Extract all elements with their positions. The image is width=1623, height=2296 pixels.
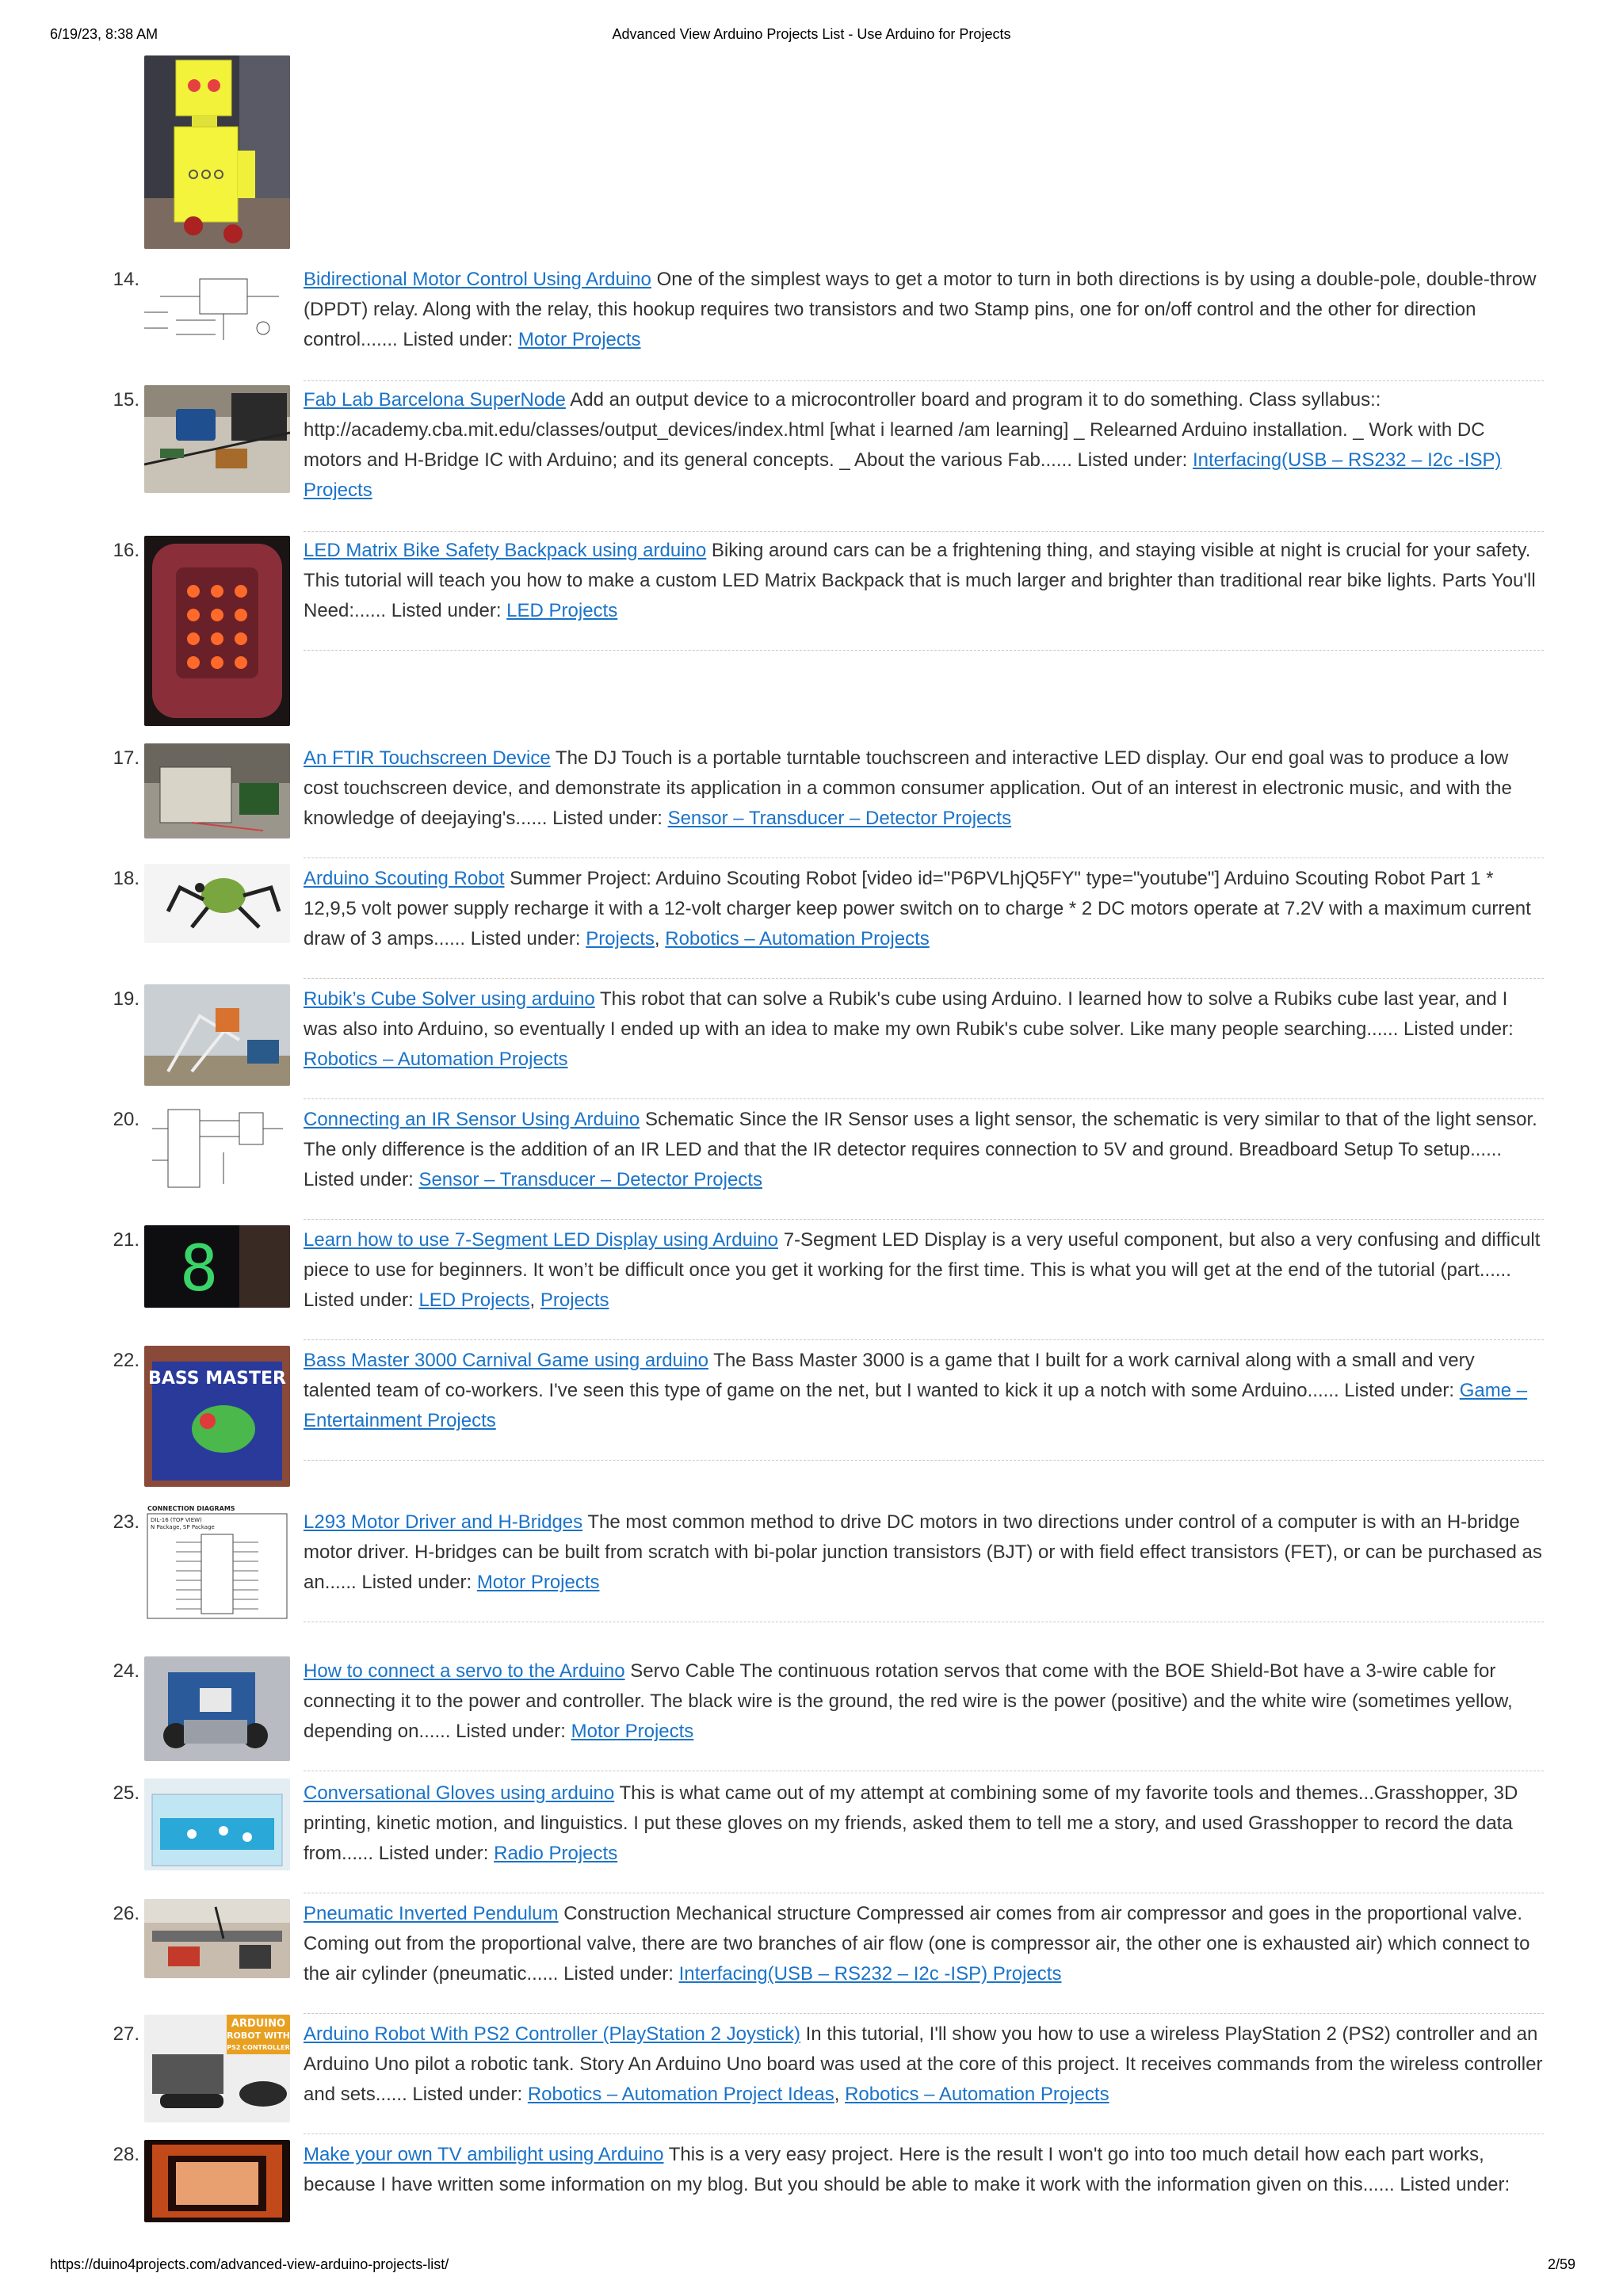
item-number: 18. (113, 868, 139, 889)
item-title-link[interactable]: An FTIR Touchscreen Device (304, 747, 551, 769)
item-title-link[interactable]: Arduino Robot With PS2 Controller (PlayStation 2 Joystick) (304, 2023, 800, 2045)
item-title-link[interactable]: Bidirectional Motor Control Using Arduino (304, 269, 651, 290)
item-description: 7-Segment LED Display is a very useful component, but also a very confusing and difficult piece to use for beginners. It won’t be difficult once you get it working for the first time. This is what you will get at the end of the tutorial (part...... (304, 1229, 1541, 1281)
item-number: 23. (113, 1511, 139, 1533)
seven-segment-digit: 8 (180, 1232, 219, 1305)
item-number: 19. (113, 988, 139, 1010)
category-link[interactable]: Game – Entertainment Projects (304, 1380, 1528, 1431)
item-text: Arduino Robot With PS2 Controller (PlayStation 2 Joystick) In this tutorial, I'll show you how to use a wireless PlayStation 2 (PS2) controller and an Arduino Uno pilot a robotic tank. Story An Arduino Uno board was used at the core of this project. It receives commands from the wireless controller and sets...... Listed under: Robotics – Automation Project Ideas, Robotics – Automation Projects (304, 2023, 1543, 2105)
category-link[interactable]: Motor Projects (476, 1572, 600, 1593)
listed-under-label: Listed under: (552, 808, 663, 829)
item-text (304, 984, 1544, 1075)
separator (304, 1098, 1544, 1099)
item-title-link[interactable]: Bass Master 3000 Carnival Game using arduino (304, 1350, 708, 1371)
category-link[interactable]: Sensor – Transducer – Detector Projects (667, 808, 1012, 829)
item-description: This is what came out of my attempt at combining some of my favorite tools and themes...Grasshopper, 3D printing, kinetic motion, and linguistics. I put these gloves on my friends, asked them to tell me a story, and used Grasshopper to record the data from...... (304, 1782, 1518, 1864)
item-description: One of the simplest ways to get a motor to turn in both directions is by using a double-pole, double-throw (DPDT) relay. Along with the relay, this hookup requires two transistors and two Stamp pins, one for on/off control and the other for direction control....... (304, 269, 1537, 350)
item-text (304, 2140, 1544, 2200)
print-url[interactable]: https://duino4projects.com/advanced-view-arduino-projects-list/ (50, 2256, 449, 2272)
print-header (0, 26, 1623, 50)
separator (304, 650, 1544, 651)
item-text (304, 536, 1544, 626)
item-title-link[interactable]: How to connect a servo to the Arduino (304, 1660, 625, 1682)
item-title-link[interactable]: Fab Lab Barcelona SuperNode (304, 389, 566, 411)
item-number: 17. (113, 747, 139, 769)
item-text (304, 1346, 1544, 1436)
listed-under-label: Listed under: (456, 1721, 566, 1742)
item-text (304, 265, 1544, 355)
item-title-link[interactable]: Make your own TV ambilight using Arduino (304, 2144, 664, 2165)
print-title: Advanced View Arduino Projects List - Use Arduino for Projects (612, 26, 1011, 42)
bass-master-thumbnail[interactable] (144, 1346, 290, 1487)
category-link[interactable]: Sensor – Transducer – Detector Projects (418, 1169, 762, 1190)
category-link[interactable]: Interfacing(USB – RS232 – I2c -ISP) Projects (304, 449, 1502, 501)
item-description: This is a very easy project. Here is the result I won't go into too much detail how each part works, because I have written some information on my blog. But you should be able to make it work with the information given on this...... (304, 2144, 1484, 2195)
l293-diagram-title: CONNECTION DIAGRAMS (147, 1505, 235, 1512)
ps2-banner-line-3: PS2 CONTROLLER (227, 2044, 290, 2051)
item-number: 20. (113, 1109, 139, 1130)
item-description: Biking around cars can be a frightening thing, and staying visible at night is crucial for your safety. This tutorial will teach you how to make a custom LED Matrix Backpack that is much larger and brighter than traditional rear bike lights. Parts You'll Need:...... (304, 540, 1536, 621)
listed-under-label: Listed under: (563, 1963, 674, 1985)
bidirectional-motor-thumbnail[interactable] (144, 265, 290, 352)
l293-diagram-subtitle-1: DIL-16 (TOP VIEW) (151, 1517, 202, 1523)
item-text (304, 1899, 1544, 1989)
item-number: 25. (113, 1782, 139, 1804)
category-link[interactable]: Radio Projects (494, 1843, 618, 1864)
item-text (304, 1778, 1544, 1869)
listed-under-label: Listed under: (1403, 1018, 1514, 1040)
item-text (304, 385, 1544, 506)
item-text (304, 743, 1544, 834)
category-link[interactable]: Robotics – Automation Projects (665, 928, 930, 949)
scouting-robot-thumbnail[interactable] (144, 864, 290, 943)
item-title-link[interactable]: Learn how to use 7-Segment LED Display using Arduino (304, 1229, 779, 1251)
listed-under-label: Listed under: (1344, 1380, 1455, 1401)
listed-under-label: Listed under: (403, 329, 514, 350)
l293-diagram-thumbnail[interactable] (144, 1503, 290, 1622)
category-link[interactable]: Interfacing(USB – RS232 – I2c -ISP) Projects (678, 1963, 1062, 1985)
item-description: The most common method to drive DC motors in two directions under control of a computer is with an H-bridge motor driver. H-bridges can be built from scratch with bi-polar junction transistors (BJT) or with field effect transistors (FET), or can be purchased as an...... (304, 1511, 1542, 1593)
item-description: The DJ Touch is a portable turntable touchscreen and interactive LED display. Our end goal was to produce a low cost touchscreen device, and demonstrate its application in a common consumer application. Out of an interest in electronic music, and with the knowledge of deejaying's...... (304, 747, 1512, 829)
item-title-link[interactable]: Connecting an IR Sensor Using Arduino (304, 1109, 640, 1130)
separator (304, 1219, 1544, 1220)
item-number: 21. (113, 1229, 139, 1251)
listed-under-label: Listed under: (378, 1843, 489, 1864)
item-title-link[interactable]: L293 Motor Driver and H-Bridges (304, 1511, 583, 1533)
listed-under-label: Listed under: (304, 1169, 414, 1190)
category-link[interactable]: Motor Projects (571, 1721, 694, 1742)
seven-segment-thumbnail[interactable] (144, 1225, 290, 1308)
category-link[interactable]: LED Projects (506, 600, 618, 621)
rubiks-solver-thumbnail[interactable] (144, 984, 290, 1086)
separator (304, 1339, 1544, 1340)
listed-under-label: Listed under: (1077, 449, 1188, 471)
pneumatic-pendulum-thumbnail[interactable] (144, 1899, 290, 1978)
separator (304, 380, 1544, 381)
item-text: Arduino Scouting Robot Summer Project: Arduino Scouting Robot [video id="P6PVLhjQ5FY" type="youtube"] Arduino Scouting Robot Part 1 * 12,9,5 volt power supply recharge it with a 12-volt charger keep power switch on to charge * 2 DC motors operate at 7.2V with a maximum current draw of 3 amps...... Listed under: Projects, Robotics – Automation Projects (304, 868, 1531, 949)
item-description: Servo Cable The continuous rotation servos that come with the BOE Shield-Bot have a 3-wire cable for connecting it to the power and controller. The black wire is the ground, the red wire is the power (positive) and the white wire (sometimes yellow, depending on...... (304, 1660, 1513, 1742)
category-link[interactable]: Projects (540, 1289, 609, 1311)
separator (304, 1460, 1544, 1461)
listed-under-label: Listed under: (304, 1289, 414, 1311)
item-title-link[interactable]: Pneumatic Inverted Pendulum (304, 1903, 559, 1924)
tv-ambilight-thumbnail[interactable] (144, 2140, 290, 2222)
listed-under-label: Listed under: (361, 1572, 472, 1593)
fab-lab-thumbnail[interactable] (144, 385, 290, 493)
category-link[interactable]: Motor Projects (517, 329, 641, 350)
led-backpack-thumbnail[interactable] (144, 536, 290, 726)
ps2-robot-thumbnail[interactable] (144, 2015, 290, 2122)
item-text (304, 1507, 1544, 1598)
item-text (304, 1656, 1544, 1747)
l293-diagram-subtitle-2: N Package, SP Package (151, 1524, 215, 1530)
item-text (304, 1105, 1544, 1195)
item-text: Learn how to use 7-Segment LED Display using Arduino 7-Segment LED Display is a very useful component, but also a very confusing and difficult piece to use for beginners. It won’t be difficult once you get it working for the first time. This is what you will get at the end of the tutorial (part...... Listed under: LED Projects, Projects (304, 1229, 1541, 1311)
separator (304, 2013, 1544, 2014)
ir-sensor-schematic-thumbnail[interactable] (144, 1105, 290, 1192)
item-title-link[interactable]: Arduino Scouting Robot (304, 868, 505, 889)
separator (304, 978, 1544, 979)
item-description: The Bass Master 3000 is a game that I built for a work carnival along with a small and very talented team of co-workers. I've seen this type of game on the net, but I wanted to kick it up a notch with some Arduino...... (304, 1350, 1475, 1401)
ps2-banner-line-1: ARDUINO (231, 2018, 286, 2030)
print-footer (0, 2256, 1623, 2280)
item-number: 28. (113, 2144, 139, 2165)
item-description: In this tutorial, I'll show you how to use a wireless PlayStation 2 (PS2) controller and an Arduino Uno pilot a robotic tank. Story An Arduino Uno board was used at the core of this project. It receives commands from the wireless controller and sets...... (304, 2023, 1543, 2105)
ps2-banner-line-2: ROBOT WITH (227, 2030, 290, 2041)
category-link[interactable]: Robotics – Automation Project Ideas (527, 2084, 834, 2105)
item-description: Schematic Since the IR Sensor uses a light sensor, the schematic is very similar to that of the light sensor. The only difference is the addition of an IR LED and that the IR detector requires connection to 5V and ground. Breadboard Setup To setup...... (304, 1109, 1537, 1160)
servo-arduino-thumbnail[interactable] (144, 1656, 290, 1761)
item-description: This robot that can solve a Rubik's cube using Arduino. I learned how to solve a Rubiks cube last year, and I was also into Arduino, so eventually I ended up with an idea to make my own Rubik's cube solver. Like many people searching...... (304, 988, 1508, 1040)
item-title-link[interactable]: Conversational Gloves using arduino (304, 1782, 615, 1804)
item-description: Add an output device to a microcontroller board and program it to do something. Class syllabus:: http://academy.cba.mit.edu/classes/output_devices/index.html [what i learned /am learning] _ Relearned Arduino installation. _ Work with DC motors and H-Bridge IC with Arduino; and its general concepts. _ About the various Fab...... (304, 389, 1485, 471)
category-link[interactable]: LED Projects (418, 1289, 530, 1311)
category-link[interactable]: Robotics – Automation Projects (845, 2084, 1109, 2105)
print-datetime: 6/19/23, 8:38 AM (50, 26, 158, 42)
item-description: Summer Project: Arduino Scouting Robot [video id="P6PVLhjQ5FY" type="youtube"] Arduino Scouting Robot Part 1 * 12,9,5 volt power supply recharge it with a 12-volt charger keep power switch on to charge * 2 DC motors operate at 7.2V with a maximum current draw of 3 amps...... (304, 868, 1531, 949)
item-number: 27. (113, 2023, 139, 2045)
item-number: 15. (113, 389, 139, 411)
item-title-link[interactable]: Rubik’s Cube Solver using arduino (304, 988, 595, 1010)
listed-under-label: Listed under: (412, 2084, 523, 2105)
item-number: 26. (113, 1903, 139, 1924)
robot-thumbnail[interactable] (144, 55, 290, 249)
print-page-number: 2/59 (1547, 2256, 1575, 2272)
category-link[interactable]: Robotics – Automation Projects (304, 1049, 568, 1070)
conversational-gloves-thumbnail[interactable] (144, 1778, 290, 1870)
listed-under-label: Listed under: (1400, 2174, 1510, 2195)
item-number: 24. (113, 1660, 139, 1682)
item-number: 22. (113, 1350, 139, 1371)
separator (304, 531, 1544, 532)
item-title-link[interactable]: LED Matrix Bike Safety Backpack using arduino (304, 540, 707, 561)
ftir-touchscreen-thumbnail[interactable] (144, 743, 290, 839)
listed-under-label: Listed under: (391, 600, 502, 621)
bass-master-sign: BASS MASTER (148, 1369, 286, 1389)
item-description: Construction Mechanical structure Compressed air comes from air compressor and goes in the proportional valve. Coming out from the proportional valve, there are two branches of air flow (one is compressor air, the other one is exhausted air) which connect to the air cylinder (pneumatic...... (304, 1903, 1530, 1985)
listed-under-label: Listed under: (470, 928, 581, 949)
item-number: 16. (113, 540, 139, 561)
item-number: 14. (113, 269, 139, 290)
category-link[interactable]: Projects (586, 928, 655, 949)
